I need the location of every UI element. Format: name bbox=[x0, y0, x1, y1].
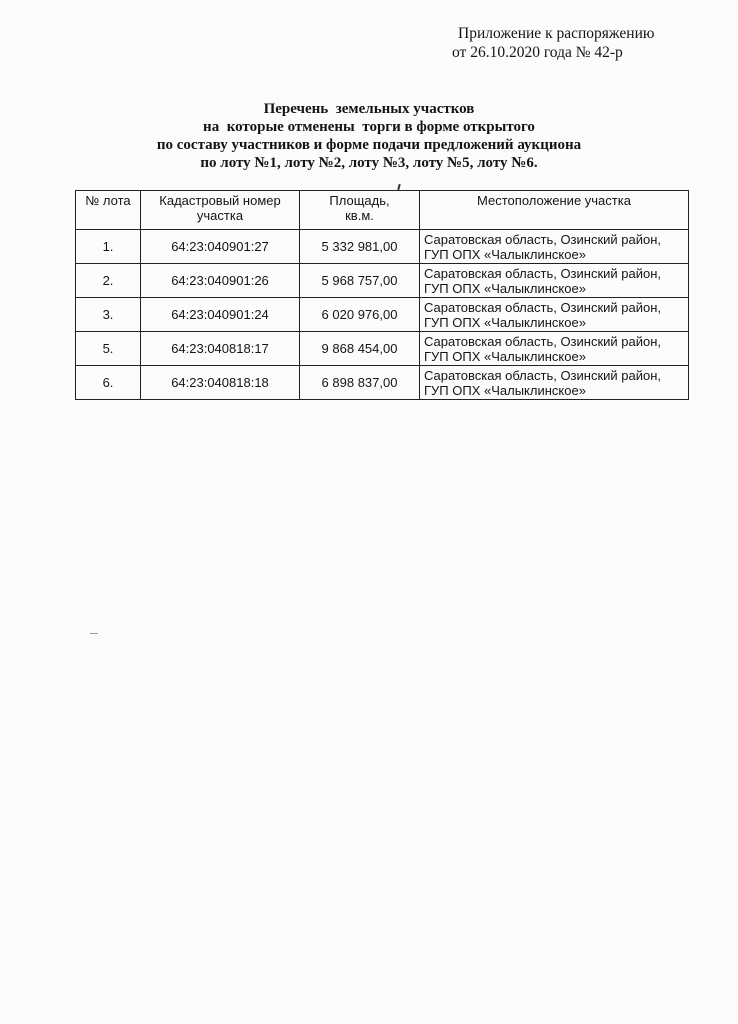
table-row bbox=[76, 264, 689, 298]
appendix-line: Приложение к распоряжению bbox=[458, 25, 655, 42]
cell-cadastral: 64:23:040901:24 bbox=[141, 298, 300, 332]
cell-area: 6 898 837,00 bbox=[300, 366, 420, 400]
appendix-note bbox=[452, 24, 724, 62]
cell-cadastral: 64:23:040901:27 bbox=[141, 230, 300, 264]
location-line: ГУП ОПХ «Чалыклинское» bbox=[424, 348, 586, 364]
cell-location bbox=[420, 298, 689, 332]
location-line: ГУП ОПХ «Чалыклинское» bbox=[424, 314, 586, 330]
location-line: ГУП ОПХ «Чалыклинское» bbox=[424, 382, 586, 398]
cell-location bbox=[420, 230, 689, 264]
document-title bbox=[10, 100, 728, 172]
header-cadastral bbox=[141, 191, 300, 230]
location-line: ГУП ОПХ «Чалыклинское» bbox=[424, 280, 586, 296]
land-plots-table bbox=[75, 190, 689, 400]
table-row bbox=[76, 332, 689, 366]
cell-lot: 6. bbox=[76, 366, 141, 400]
cell-location bbox=[420, 366, 689, 400]
header-area bbox=[300, 191, 420, 230]
header-cadastral-line: Кадастровый номер bbox=[159, 193, 281, 208]
header-cadastral-line: участка bbox=[196, 208, 244, 223]
cell-area: 5 332 981,00 bbox=[300, 230, 420, 264]
scan-speck bbox=[90, 633, 98, 634]
header-lot: № лота bbox=[76, 191, 141, 230]
location-line: ГУП ОПХ «Чалыклинское» bbox=[424, 246, 586, 262]
cell-lot: 1. bbox=[76, 230, 141, 264]
appendix-date-line: от 26.10.2020 года № 42-р bbox=[452, 44, 623, 61]
cell-location bbox=[420, 332, 689, 366]
location-line: Саратовская область, Озинский район, bbox=[424, 299, 662, 315]
cell-lot: 3. bbox=[76, 298, 141, 332]
title-line: на которые отменены торги в форме открытого bbox=[203, 119, 535, 135]
location-line: Саратовская область, Озинский район, bbox=[424, 231, 662, 247]
table-row bbox=[76, 366, 689, 400]
location-line: Саратовская область, Озинский район, bbox=[424, 333, 662, 349]
cell-area: 5 968 757,00 bbox=[300, 264, 420, 298]
cell-area: 9 868 454,00 bbox=[300, 332, 420, 366]
header-location: Местоположение участка bbox=[420, 191, 689, 230]
cell-lot: 2. bbox=[76, 264, 141, 298]
cell-location bbox=[420, 264, 689, 298]
header-area-line: кв.м. bbox=[345, 208, 374, 223]
location-line: Саратовская область, Озинский район, bbox=[424, 367, 662, 383]
cell-area: 6 020 976,00 bbox=[300, 298, 420, 332]
location-line: Саратовская область, Озинский район, bbox=[424, 265, 662, 281]
title-line: по составу участников и форме подачи предложений аукциона bbox=[156, 137, 582, 153]
cell-cadastral: 64:23:040818:18 bbox=[141, 366, 300, 400]
cell-cadastral: 64:23:040901:26 bbox=[141, 264, 300, 298]
title-line: по лоту №1, лоту №2, лоту №3, лоту №5, лоту №6. bbox=[200, 155, 538, 171]
table-row bbox=[76, 298, 689, 332]
table-header-row bbox=[76, 191, 689, 230]
cell-lot: 5. bbox=[76, 332, 141, 366]
title-line: Перечень земельных участков bbox=[263, 101, 475, 117]
header-area-line: Площадь, bbox=[329, 193, 390, 208]
table-row bbox=[76, 230, 689, 264]
cell-cadastral: 64:23:040818:17 bbox=[141, 332, 300, 366]
